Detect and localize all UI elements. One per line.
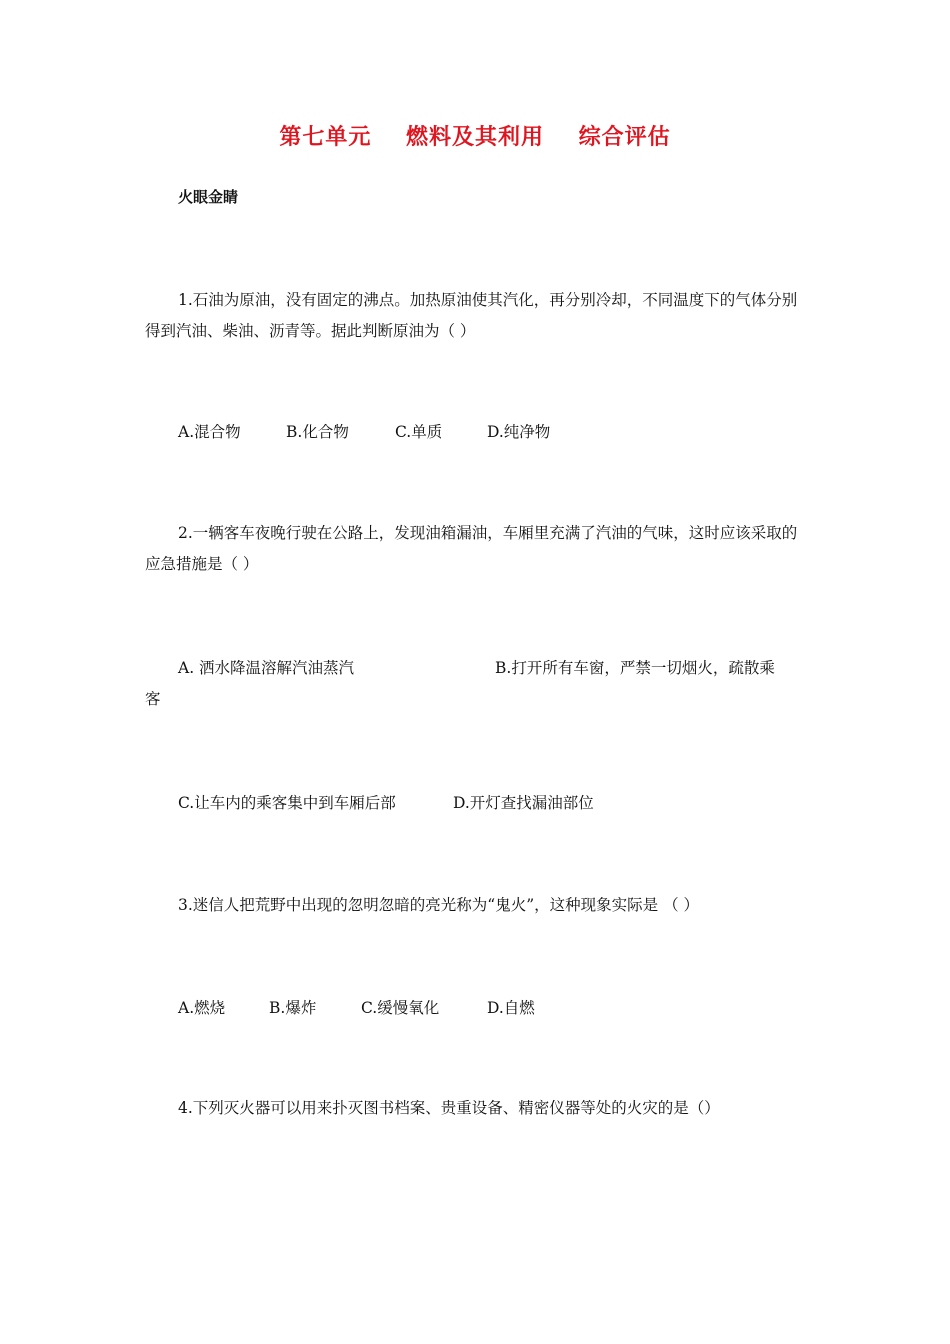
question-1-option-b: B.化合物 [286, 423, 349, 441]
question-1-option-c: C.单质 [395, 423, 443, 441]
question-3-option-c: C.缓慢氧化 [361, 999, 440, 1017]
question-1-option-a: A.混合物 [178, 423, 241, 441]
question-2-option-c: C.让车内的乘客集中到车厢后部 [178, 794, 396, 812]
section-heading: 火眼金睛 [178, 188, 239, 206]
question-3-text: 3.迷信人把荒野中出现的忽明忽暗的亮光称为“鬼火”，这种现象实际是 （ ） [178, 896, 699, 914]
question-2-text: 2.一辆客车夜晚行驶在公路上，发现油箱漏油，车厢里充满了汽油的气味，这时应该采取的应急措施是（ ） [145, 524, 798, 573]
question-3-option-a: A.燃烧 [178, 999, 226, 1017]
question-1-text: 1.石油为原油，没有固定的沸点。加热原油使其汽化，再分别冷却，不同温度下的气体分别得到汽油、柴油、沥青等。据此判断原油为（ ） [145, 291, 798, 340]
question-4-text: 4.下列灭火器可以用来扑灭图书档案、贵重设备、精密仪器等处的火灾的是（） [178, 1099, 720, 1117]
question-1-options [178, 420, 550, 444]
question-3-option-b: B.爆炸 [269, 999, 317, 1017]
question-3-option-d: D.自燃 [487, 999, 535, 1017]
page-title: 第七单元 燃料及其利用 综合评估 [279, 125, 671, 150]
question-3-options [178, 996, 535, 1020]
question-2-option-a: A. 洒水降温溶解汽油蒸汽 [178, 659, 355, 677]
question-2-option-b: B.打开所有车窗，严禁一切烟火，疏散乘 [495, 659, 775, 677]
question-2-option-d: D.开灯查找漏油部位 [453, 794, 594, 812]
question-2-option-b-continued: 客 [145, 690, 161, 708]
question-1-option-d: D.纯净物 [487, 423, 551, 441]
question-2-options-row-2 [178, 791, 594, 815]
